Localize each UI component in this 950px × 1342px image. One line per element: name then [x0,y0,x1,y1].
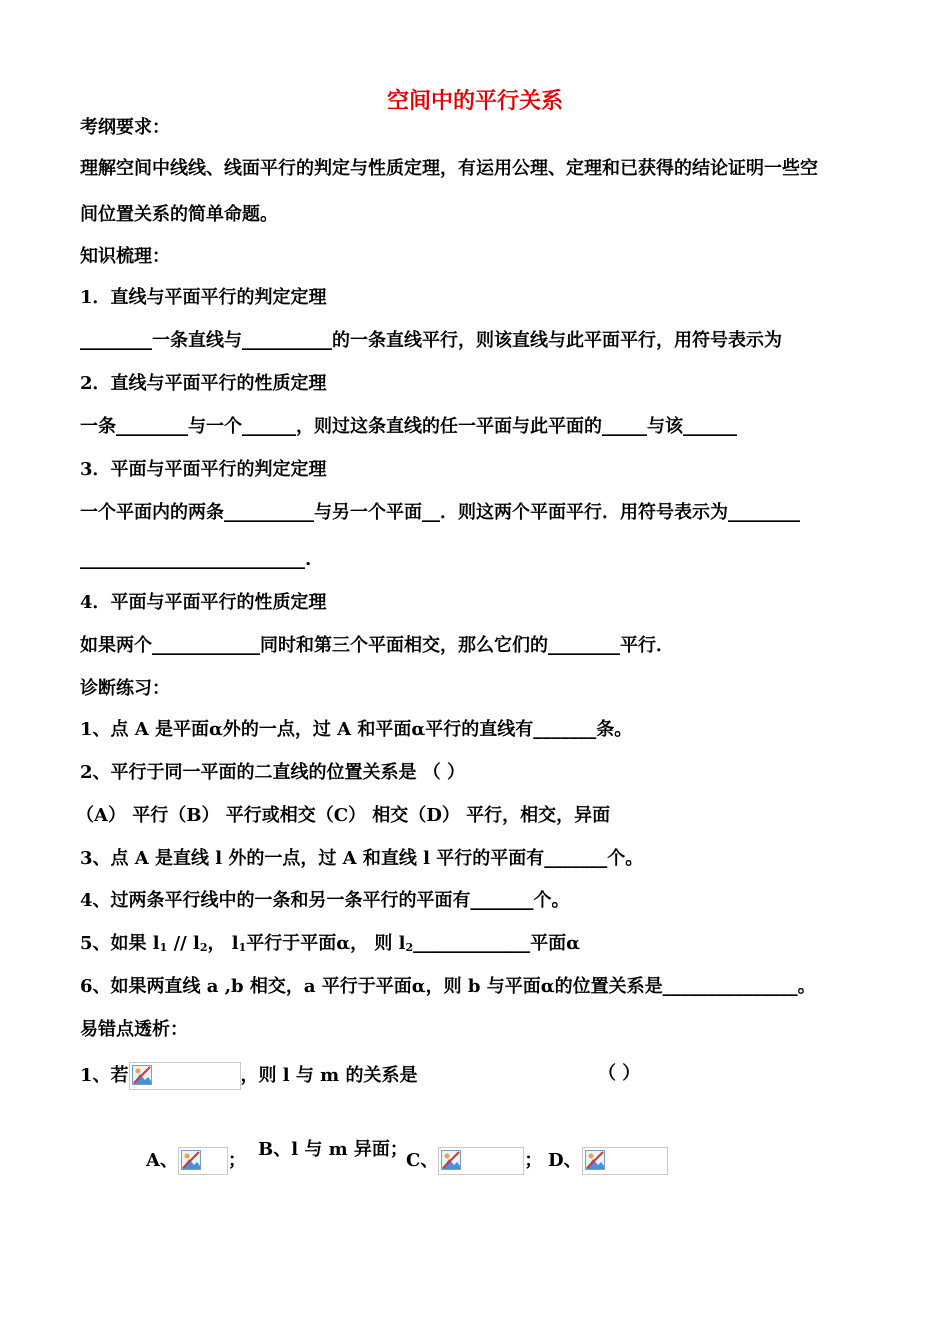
question-6: 6、如果两直线 a ,b 相交，a 平行于平面α，则 b 与平面α的位置关系是_______________。 [80,976,816,997]
broken-image-icon [441,1150,461,1170]
answer-option-a: A、 ； [146,1147,246,1175]
section-errors: 易错点透析： [80,1019,188,1040]
theorem-3-body-1: 一个平面内的两条__________与另一个平面__．则这两个平面平行．用符号表示为________ [80,502,800,523]
theorem-3-body-2: _________________________. [80,549,312,570]
error-question-1-answer-slot: （ ） [598,1063,641,1084]
question-4: 4、过两条平行线中的一条和另一条平行的平面有_______个。 [80,890,570,911]
error-question-1: 1、若 ，则 l 与 m 的关系是 [80,1062,417,1090]
answer-option-c: C、 ； [406,1147,542,1175]
answer-option-b: B、l 与 m 异面； [258,1139,408,1160]
question-3: 3、点 A 是直线 l 外的一点，过 A 和直线 l 平行的平面有_______个。 [80,848,644,869]
theorem-2-body: 一条________与一个______，则过这条直线的任一平面与此平面的_____与该______ [80,416,737,437]
question-2: 2、平行于同一平面的二直线的位置关系是 （ ） [80,762,466,783]
section-knowledge: 知识梳理： [80,246,170,267]
section-requirements: 考纲要求： [80,117,170,138]
page-title: 空间中的平行关系 [386,88,563,114]
question-2-options: （A） 平行（B） 平行或相交（C） 相交（D） 平行，相交，异面 [76,805,611,826]
option-d-image [582,1147,668,1175]
formula-image [129,1062,241,1090]
answer-option-d: D、 [548,1147,668,1175]
option-c-image [438,1147,524,1175]
question-1: 1、点 A 是平面α外的一点，过 A 和平面α平行的直线有_______条。 [80,719,633,740]
broken-image-icon [585,1150,605,1170]
theorem-2-heading: 2．直线与平面平行的性质定理 [80,373,327,394]
section-diagnostic: 诊断练习： [80,678,170,699]
broken-image-icon [181,1150,201,1170]
requirements-line-2: 间位置关系的简单命题。 [80,204,278,225]
broken-image-icon [132,1065,152,1085]
theorem-1-body: ________一条直线与__________的一条直线平行，则该直线与此平面平行，用符号表示为 [80,330,782,351]
question-5: 5、如果 l1 // l2， l1平行于平面α， 则 l2_____________平面α [80,933,580,954]
theorem-4-body: 如果两个____________同时和第三个平面相交，那么它们的________平行． [80,635,674,656]
option-a-image [178,1147,228,1175]
requirements-line-1: 理解空间中线线、线面平行的判定与性质定理，有运用公理、定理和已获得的结论证明一些空 [80,158,818,179]
theorem-3-heading: 3．平面与平面平行的判定定理 [80,459,327,480]
theorem-4-heading: 4．平面与平面平行的性质定理 [80,592,327,613]
theorem-1-heading: 1．直线与平面平行的判定定理 [80,287,327,308]
